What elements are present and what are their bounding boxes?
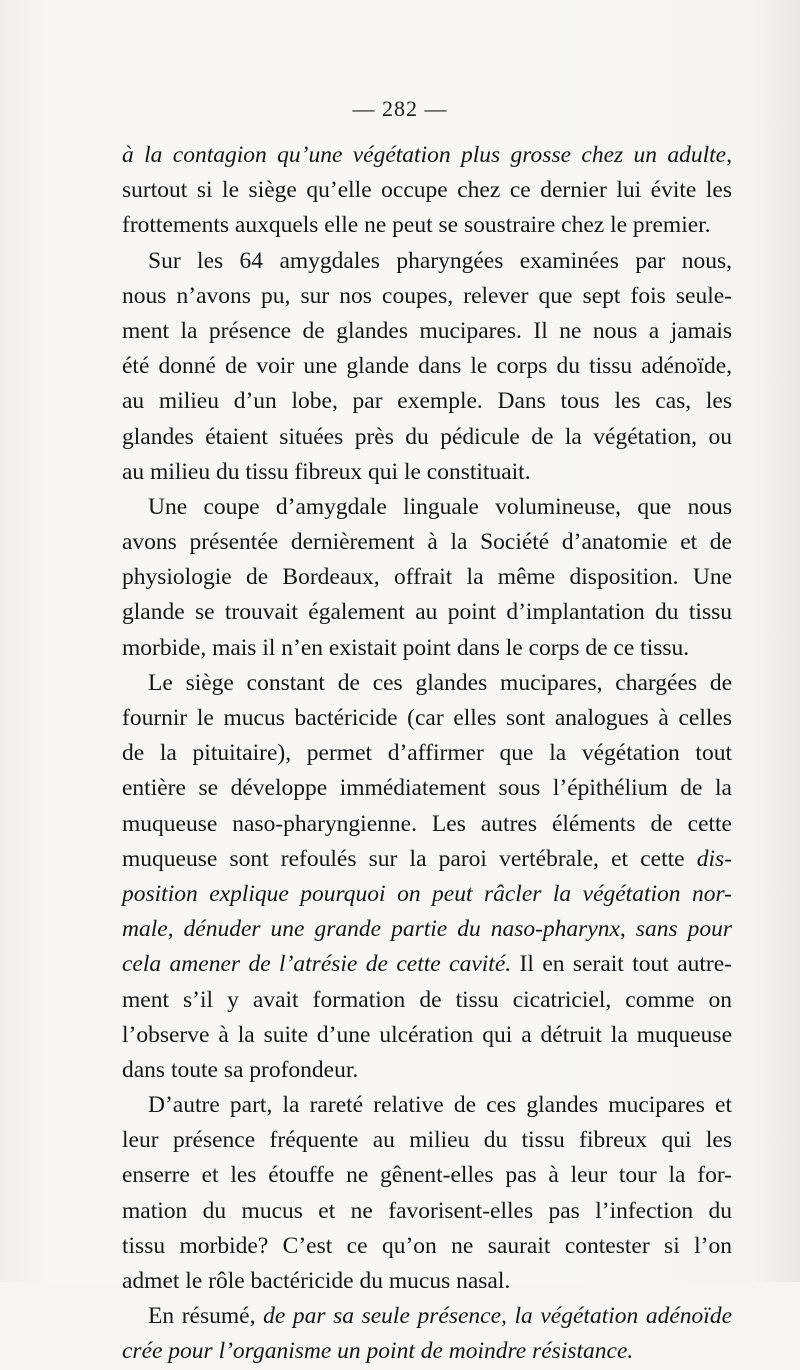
text-line [122,208,732,243]
text-segment: muqueuse naso-pharyngienne. Les autres éléments de cette [122,810,732,837]
text-segment: nous n’avons pu, sur nos coupes, relever que sept fois seule- [122,282,732,309]
text-segment: mation du mucus et ne favorisent-elles pas l’infection du [122,1197,732,1224]
text-segment: glande se trouvait également au point d’implantation du tissu [122,599,732,626]
text-segment: admet le rôle bactéricide du mucus nasal. [122,1268,511,1294]
text-line [122,244,732,279]
text-segment: tissu morbide? C’est ce qu’on ne saurait contester si l’on [122,1232,732,1259]
text-line [122,279,732,314]
italic-text: de par sa seule présence, la végétation adénoïde [263,1303,732,1330]
text-segment: physiologie de Bordeaux, offrait la même disposition. Une [122,564,732,591]
text-segment: frottements auxquels elle ne peut se soustraire chez le premier. [122,212,711,239]
text-line [122,1123,732,1158]
text-line [122,736,732,771]
text-line [122,420,732,455]
italic-text: cela amener de l’atrésie de cette cavité. [122,951,512,978]
text-segment: au milieu du tissu fibreux qui le constituait. [122,458,531,485]
text-line [122,595,732,630]
text-line [122,983,732,1018]
text-line [122,138,732,173]
text-line [122,631,732,666]
text-segment: surtout si le siège qu’elle occupe chez ce dernier lui évite les [122,177,732,204]
italic-text: dis- [696,845,732,872]
text-line [122,173,732,208]
page-number: — 282 — [352,96,448,121]
text-segment: entière se développe immédiatement sous l’épithélium de la [122,775,732,802]
text-line [122,525,732,560]
text-segment: Une coupe d’amygdale linguale volumineuse, que nous [148,493,732,520]
text-segment: été donné de voir une glande dans le corps du tissu adénoïde, [122,353,732,380]
text-line [122,877,732,912]
text-segment: glandes étaient situées près du pédicule de la végétation, ou [122,423,732,450]
text-line [122,1229,732,1264]
text-line [122,771,732,806]
text-segment: ment s’il y avait formation de tissu cicatriciel, comme on [122,986,732,1013]
text-line [122,455,732,490]
italic-text: position explique pourquoi on peut râcler la végétation nor- [122,880,732,907]
text-segment: En résumé, [148,1303,264,1330]
text-line [122,384,732,419]
text-line [122,701,732,736]
text-segment: au milieu d’un lobe, par exemple. Dans tous les cas, les [122,388,732,415]
text-segment: enserre et les étouffe ne gênent-elles pas à leur tour la for- [122,1162,732,1189]
text-line [122,1018,732,1053]
text-segment: muqueuse sont refoulés sur la paroi vertébrale, et cette [122,845,697,872]
text-line [122,912,732,947]
text-segment: leur présence fréquente au milieu du tissu fibreux qui les [122,1127,732,1154]
text-line [122,1299,732,1334]
text-line [122,314,732,349]
text-line [122,1053,732,1088]
text-segment: de la pituitaire), permet d’affirmer que la végétation tout [122,740,732,767]
text-segment: fournir le mucus bactéricide (car elles sont analogues à celles [122,705,732,731]
text-segment: Sur les 64 amygdales pharyngées examinées par nous, [148,247,732,274]
text-segment: ment la présence de glandes mucipares. Il ne nous a jamais [122,317,732,344]
text-line [122,349,732,384]
italic-text: male, dénuder une grande partie du naso-pharynx, sans pour [122,916,732,943]
text-line [122,1158,732,1193]
text-line [122,842,732,877]
text-line [122,1088,732,1123]
text-line [122,807,732,842]
text-line [122,947,732,982]
text-line [122,666,732,701]
text-segment: avons présentée dernièrement à la Société d’anatomie et de [122,529,732,556]
text-segment: Il en serait tout autre- [511,951,732,978]
text-line [122,560,732,595]
italic-text: à la contagion qu’une végétation plus grosse chez un adulte, [122,142,732,168]
italic-text: crée pour l’organisme un point de moindre résistance. [122,1338,634,1365]
text-line [122,1334,732,1369]
text-segment: D’autre part, la rareté relative de ces glandes mucipares et [148,1092,732,1119]
text-segment: morbide, mais il n’en existait point dans le corps de ce tissu. [122,634,690,661]
text-segment: l’observe à la suite d’une ulcération qui a détruit la muqueuse [122,1021,732,1048]
text-segment: dans toute sa profondeur. [122,1056,359,1083]
body-text [122,138,732,1370]
text-segment: Le siège constant de ces glandes mucipares, chargées de [148,669,732,696]
text-line [122,1194,732,1229]
text-line [122,490,732,525]
